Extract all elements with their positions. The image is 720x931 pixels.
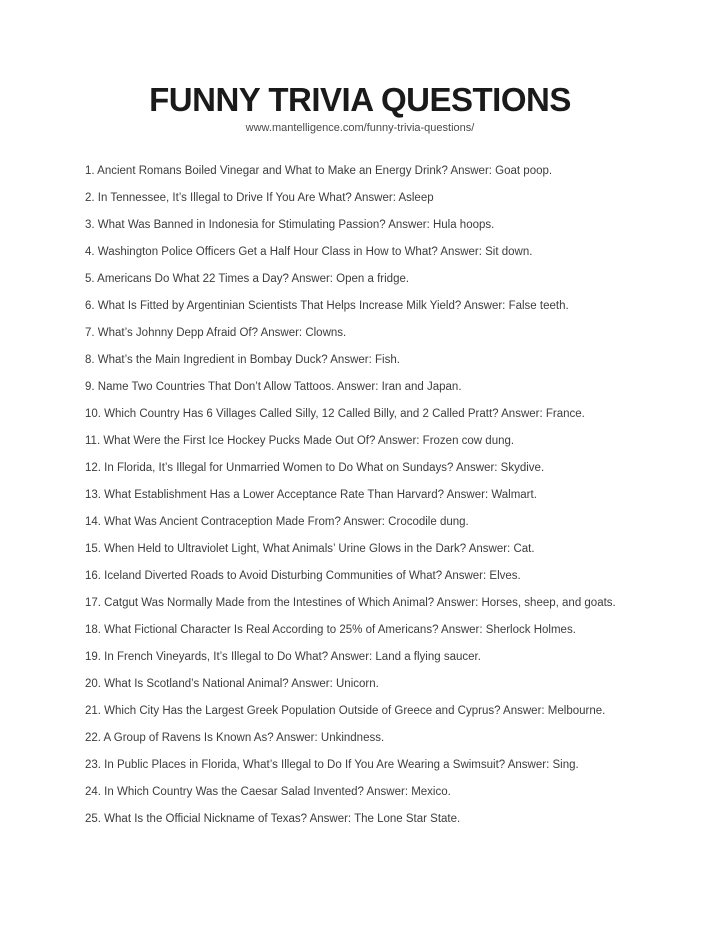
trivia-item: 19. In French Vineyards, It’s Illegal to Do What? Answer: Land a flying saucer. <box>85 650 481 663</box>
trivia-item: 4. Washington Police Officers Get a Half Hour Class in How to What? Answer: Sit down. <box>85 245 533 258</box>
trivia-item: 9. Name Two Countries That Don’t Allow Tattoos. Answer: Iran and Japan. <box>85 380 462 393</box>
trivia-item: 17. Catgut Was Normally Made from the Intestines of Which Animal? Answer: Horses, sheep, and goats. <box>85 596 616 609</box>
trivia-item: 10. Which Country Has 6 Villages Called Silly, 12 Called Billy, and 2 Called Pratt? Answer: France. <box>85 407 585 420</box>
trivia-item: 11. What Were the First Ice Hockey Pucks Made Out Of? Answer: Frozen cow dung. <box>85 434 515 447</box>
trivia-item: 20. What Is Scotland’s National Animal? Answer: Unicorn. <box>85 677 379 690</box>
trivia-item: 5. Americans Do What 22 Times a Day? Answer: Open a fridge. <box>85 272 410 285</box>
trivia-item: 23. In Public Places in Florida, What’s Illegal to Do If You Are Wearing a Swimsuit? Answer: Sing. <box>85 758 579 771</box>
trivia-item: 1. Ancient Romans Boiled Vinegar and What to Make an Energy Drink? Answer: Goat poop. <box>85 164 553 177</box>
trivia-item: 16. Iceland Diverted Roads to Avoid Disturbing Communities of What? Answer: Elves. <box>85 569 521 582</box>
trivia-item: 24. In Which Country Was the Caesar Salad Invented? Answer: Mexico. <box>85 785 451 798</box>
trivia-item: 6. What Is Fitted by Argentinian Scientists That Helps Increase Milk Yield? Answer: False teeth. <box>85 299 569 312</box>
trivia-item: 22. A Group of Ravens Is Known As? Answer: Unkindness. <box>85 731 385 744</box>
trivia-item: 3. What Was Banned in Indonesia for Stimulating Passion? Answer: Hula hoops. <box>85 218 495 231</box>
trivia-item: 15. When Held to Ultraviolet Light, What Animals’ Urine Glows in the Dark? Answer: Cat. <box>85 542 535 555</box>
trivia-item: 2. In Tennessee, It’s Illegal to Drive If You Are What? Answer: Asleep <box>85 191 434 204</box>
trivia-item: 8. What’s the Main Ingredient in Bombay Duck? Answer: Fish. <box>85 353 400 366</box>
trivia-item: 18. What Fictional Character Is Real According to 25% of Americans? Answer: Sherlock Holmes. <box>85 623 576 636</box>
page-title: FUNNY TRIVIA QUESTIONS <box>149 81 571 118</box>
page-url: www.mantelligence.com/funny-trivia-questions/ <box>245 121 475 134</box>
trivia-item: 7. What’s Johnny Depp Afraid Of? Answer: Clowns. <box>85 326 347 339</box>
trivia-item: 12. In Florida, It’s Illegal for Unmarried Women to Do What on Sundays? Answer: Skydive. <box>85 461 545 474</box>
trivia-item: 13. What Establishment Has a Lower Acceptance Rate Than Harvard? Answer: Walmart. <box>85 488 537 501</box>
trivia-list <box>0 165 720 826</box>
trivia-item: 21. Which City Has the Largest Greek Population Outside of Greece and Cyprus? Answer: Melbourne. <box>85 704 606 717</box>
trivia-item: 14. What Was Ancient Contraception Made From? Answer: Crocodile dung. <box>85 515 469 528</box>
trivia-item: 25. What Is the Official Nickname of Texas? Answer: The Lone Star State. <box>85 812 461 825</box>
